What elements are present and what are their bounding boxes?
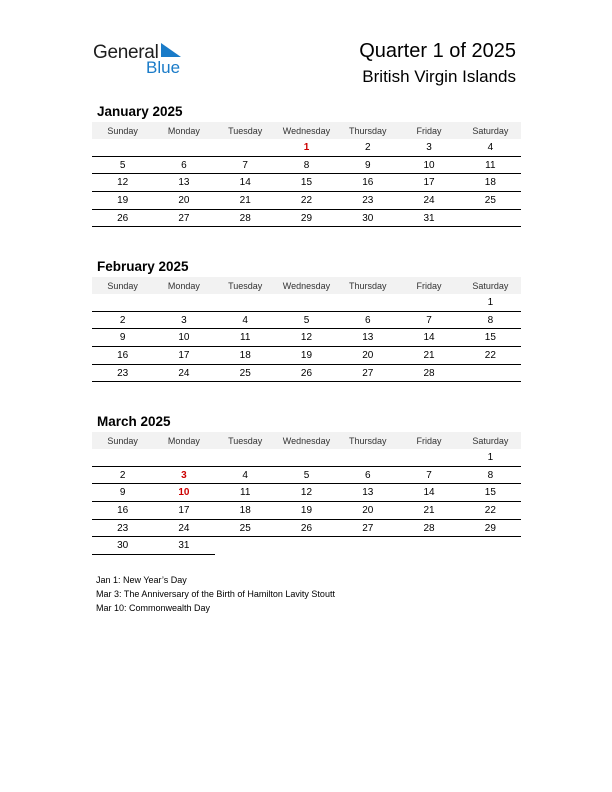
day-cell: 22 <box>276 192 337 210</box>
day-cell: 7 <box>398 466 459 484</box>
day-cell: 13 <box>337 484 398 502</box>
day-cell: 19 <box>276 502 337 520</box>
day-cell: 30 <box>92 537 153 555</box>
day-cell <box>337 537 398 555</box>
generalblue-logo <box>93 40 193 80</box>
day-cell <box>92 139 153 156</box>
day-cell: 19 <box>92 192 153 210</box>
day-cell: 31 <box>153 537 214 555</box>
day-cell <box>337 294 398 311</box>
day-cell <box>460 364 521 382</box>
day-cell: 23 <box>337 192 398 210</box>
day-cell: 4 <box>215 311 276 329</box>
day-cell: 10 <box>153 484 214 502</box>
day-cell: 6 <box>337 466 398 484</box>
weekday-header: Saturday <box>460 432 521 449</box>
logo-general-text: General <box>93 42 159 63</box>
day-cell: 22 <box>460 502 521 520</box>
day-cell: 11 <box>215 484 276 502</box>
week-row <box>92 364 521 382</box>
day-cell: 18 <box>215 502 276 520</box>
week-row <box>92 519 521 537</box>
day-cell: 8 <box>276 156 337 174</box>
day-cell: 24 <box>153 364 214 382</box>
weekday-header: Wednesday <box>276 432 337 449</box>
day-cell: 8 <box>460 466 521 484</box>
week-row <box>92 347 521 365</box>
day-cell: 2 <box>92 466 153 484</box>
holiday-note: Mar 3: The Anniversary of the Birth of Hamilton Lavity Stoutt <box>96 589 335 599</box>
weekday-header: Tuesday <box>215 277 276 294</box>
weekday-header: Wednesday <box>276 122 337 139</box>
day-cell <box>460 537 521 555</box>
week-row <box>92 466 521 484</box>
day-cell: 31 <box>398 209 459 227</box>
day-cell: 20 <box>153 192 214 210</box>
day-cell: 12 <box>276 484 337 502</box>
day-cell: 20 <box>337 347 398 365</box>
day-cell: 23 <box>92 519 153 537</box>
month-calendar <box>92 259 522 382</box>
day-cell <box>215 449 276 466</box>
month-calendar <box>92 414 522 555</box>
day-cell: 30 <box>337 209 398 227</box>
day-cell: 26 <box>276 519 337 537</box>
month-table <box>92 122 521 227</box>
month-table <box>92 432 521 555</box>
logo-triangle-icon <box>161 43 181 57</box>
weekday-header: Friday <box>398 432 459 449</box>
day-cell <box>398 449 459 466</box>
day-cell: 15 <box>460 484 521 502</box>
weekday-header: Tuesday <box>215 432 276 449</box>
day-cell <box>276 294 337 311</box>
day-cell: 12 <box>92 174 153 192</box>
weekday-header: Sunday <box>92 432 153 449</box>
day-cell: 25 <box>215 519 276 537</box>
day-cell: 6 <box>153 156 214 174</box>
day-cell: 25 <box>215 364 276 382</box>
day-cell: 23 <box>92 364 153 382</box>
day-cell: 8 <box>460 311 521 329</box>
day-cell: 9 <box>92 484 153 502</box>
weekday-header: Monday <box>153 277 214 294</box>
day-cell: 10 <box>153 329 214 347</box>
month-calendar <box>92 104 522 227</box>
day-cell: 9 <box>92 329 153 347</box>
day-cell: 6 <box>337 311 398 329</box>
day-cell: 27 <box>337 364 398 382</box>
weekday-header: Thursday <box>337 277 398 294</box>
weekday-header: Monday <box>153 432 214 449</box>
holiday-note: Jan 1: New Year’s Day <box>96 575 187 585</box>
day-cell: 5 <box>92 156 153 174</box>
day-cell: 24 <box>398 192 459 210</box>
day-cell: 29 <box>460 519 521 537</box>
weekday-header: Sunday <box>92 122 153 139</box>
day-cell <box>215 294 276 311</box>
day-cell: 7 <box>398 311 459 329</box>
weekday-header: Sunday <box>92 277 153 294</box>
day-cell: 22 <box>460 347 521 365</box>
day-cell <box>276 537 337 555</box>
day-cell <box>92 294 153 311</box>
day-cell: 15 <box>460 329 521 347</box>
day-cell: 18 <box>460 174 521 192</box>
day-cell: 11 <box>460 156 521 174</box>
day-cell: 18 <box>215 347 276 365</box>
week-row <box>92 209 521 227</box>
weekday-header: Monday <box>153 122 214 139</box>
day-cell: 16 <box>337 174 398 192</box>
week-row <box>92 449 521 466</box>
month-title: March 2025 <box>97 414 171 429</box>
day-cell: 26 <box>92 209 153 227</box>
day-cell: 13 <box>153 174 214 192</box>
day-cell: 1 <box>460 449 521 466</box>
day-cell: 20 <box>337 502 398 520</box>
holiday-notes <box>96 573 335 615</box>
day-cell: 25 <box>460 192 521 210</box>
weekday-header: Wednesday <box>276 277 337 294</box>
day-cell <box>337 449 398 466</box>
logo-blue-text: Blue <box>146 58 181 77</box>
week-row <box>92 484 521 502</box>
week-row <box>92 311 521 329</box>
weekday-header: Thursday <box>337 432 398 449</box>
weekday-header: Thursday <box>337 122 398 139</box>
day-cell: 14 <box>398 484 459 502</box>
day-cell: 3 <box>153 466 214 484</box>
weekday-header: Saturday <box>460 277 521 294</box>
week-row <box>92 502 521 520</box>
weekday-header: Friday <box>398 277 459 294</box>
week-row <box>92 139 521 156</box>
holiday-note: Mar 10: Commonwealth Day <box>96 603 211 613</box>
day-cell <box>215 537 276 555</box>
day-cell: 10 <box>398 156 459 174</box>
day-cell: 28 <box>215 209 276 227</box>
day-cell: 24 <box>153 519 214 537</box>
day-cell: 28 <box>398 364 459 382</box>
week-row <box>92 156 521 174</box>
day-cell <box>215 139 276 156</box>
day-cell <box>398 537 459 555</box>
day-cell: 12 <box>276 329 337 347</box>
day-cell: 21 <box>398 347 459 365</box>
week-row <box>92 294 521 311</box>
day-cell: 17 <box>153 347 214 365</box>
day-cell: 26 <box>276 364 337 382</box>
day-cell: 13 <box>337 329 398 347</box>
day-cell: 11 <box>215 329 276 347</box>
day-cell: 17 <box>153 502 214 520</box>
week-row <box>92 174 521 192</box>
day-cell <box>153 449 214 466</box>
day-cell: 5 <box>276 466 337 484</box>
page-subtitle: British Virgin Islands <box>362 67 516 86</box>
day-cell: 14 <box>398 329 459 347</box>
day-cell: 1 <box>460 294 521 311</box>
day-cell: 27 <box>153 209 214 227</box>
day-cell <box>460 209 521 227</box>
day-cell: 5 <box>276 311 337 329</box>
day-cell: 3 <box>398 139 459 156</box>
day-cell: 19 <box>276 347 337 365</box>
day-cell <box>276 449 337 466</box>
day-cell: 16 <box>92 347 153 365</box>
day-cell: 1 <box>276 139 337 156</box>
day-cell: 7 <box>215 156 276 174</box>
month-title: February 2025 <box>97 259 189 274</box>
day-cell <box>398 294 459 311</box>
page-title: Quarter 1 of 2025 <box>359 40 516 62</box>
day-cell: 9 <box>337 156 398 174</box>
day-cell: 16 <box>92 502 153 520</box>
day-cell: 4 <box>460 139 521 156</box>
day-cell: 21 <box>398 502 459 520</box>
day-cell: 27 <box>337 519 398 537</box>
day-cell <box>153 139 214 156</box>
day-cell: 2 <box>92 311 153 329</box>
day-cell: 14 <box>215 174 276 192</box>
day-cell <box>92 449 153 466</box>
day-cell: 4 <box>215 466 276 484</box>
weekday-header: Friday <box>398 122 459 139</box>
day-cell: 28 <box>398 519 459 537</box>
day-cell <box>153 294 214 311</box>
week-row <box>92 329 521 347</box>
day-cell: 2 <box>337 139 398 156</box>
day-cell: 17 <box>398 174 459 192</box>
day-cell: 29 <box>276 209 337 227</box>
month-title: January 2025 <box>97 104 183 119</box>
weekday-header: Saturday <box>460 122 521 139</box>
day-cell: 21 <box>215 192 276 210</box>
month-table <box>92 277 521 382</box>
day-cell: 15 <box>276 174 337 192</box>
week-row <box>92 537 521 555</box>
day-cell: 3 <box>153 311 214 329</box>
week-row <box>92 192 521 210</box>
weekday-header: Tuesday <box>215 122 276 139</box>
